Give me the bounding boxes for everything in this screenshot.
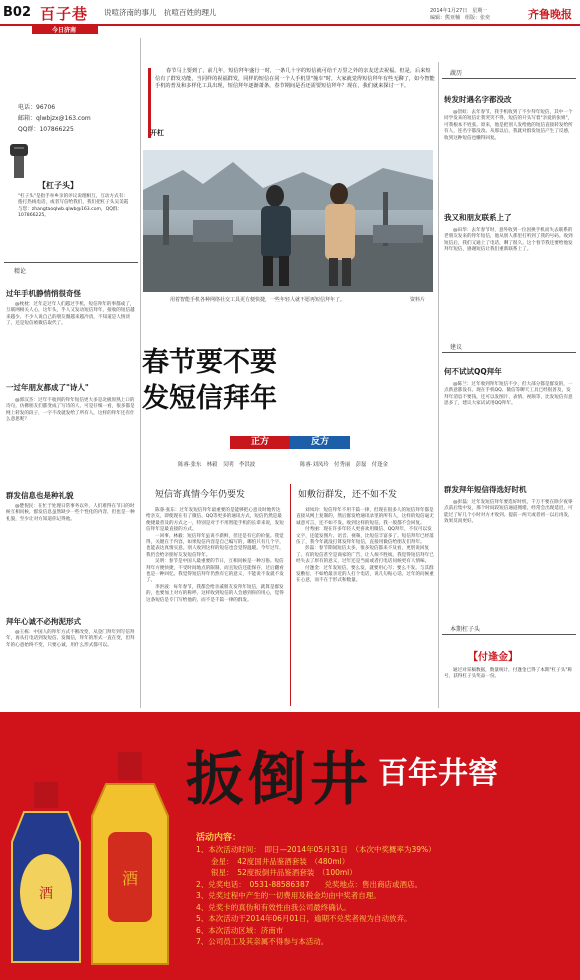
jingxuan-body-4: @王栋：中国人的拜年方式不断改变，从登门拜年到写信拜年，再从打电话到发短信、发微信，拜年的形式一直在变，但拜年的心意始终不变，只要心诚，用什么形式都可以。 — [6, 630, 135, 648]
gangtou-body: "杠子头"是指手举乡亲的评议说理相互，互动方式有：拨打热线电话，或者写信给我们，我们把杠子头吴美霞与您：zhangtaoqlwb.qlwb@163.com，QQ群：107866225。 — [18, 194, 129, 219]
pro-title: 短信寄真情今年仍要发 — [155, 490, 246, 500]
divider — [4, 262, 138, 263]
section4-body: @彭磊：过年发短信拜年要选好时机，千万不要在除夕夜零点前后集中发，那个时间段短信通道拥堵，经常会出现延迟，可能过了好几个小时对方才收到。提前一两天或者初一以后再发，效果反而更好。 — [444, 500, 573, 525]
section5-body: 通过对采稿数据，数量统计，付逢金已得了本期"杠子头"称号，获得杠子头奖品一份。 — [444, 668, 573, 680]
gangtou-title: 【杠子头】 — [38, 181, 78, 190]
contact-qq: QQ群：107866225 — [18, 126, 74, 133]
con-column — [296, 508, 434, 585]
pro-para-3: 吴明：春节是中国人最重要的节日，互相问候是一种习俗。短信拜年方便快捷，不受时间地点的限制，而且短信还能保存，过后翻看也是一种回忆。我觉得短信拜年仍然有它的意义，不能说不发就不发了。 — [146, 559, 284, 584]
section5-name: 【付逢金】 — [468, 652, 518, 663]
jingxuan-title-2: 一过年朋友都成了"诗人" — [6, 383, 89, 392]
section2-body: @田华：去年春节时，意外收到一位因换手机而失去联系的老朋友发来的拜年短信，他从别人那里打听到了我的号码。收到短信后，我们又通上了电话，聊了很久。这个春节我还要给他发拜年短信，感谢短信让我们重新联系上了。 — [444, 228, 573, 253]
con-para-1: 刘凤玲：短信拜年不用千篇一律，但现在很多人的短信拜年都是直接从网上复制的，然后群发给通讯录里的所有人，这样的短信毫无诚意可言，还不如不发。收到这样的短信，我一般都不会回复。 — [296, 508, 434, 526]
pro-para-2: 一回事。林毅：短信拜年虽说不新鲜，但还是有它的价值。我觉得，关键在于内容，如果短信内容是自己编写的，哪怕只有几个字，也能表达真情实意。别人收到这样的短信也会觉得温暖。今年过年，我仍会给亲朋好友发短信拜年。 — [146, 533, 284, 558]
ad-item-5: 3、兑奖过程中产生的一切费用及税金均由中奖者自理。 — [196, 891, 381, 900]
section1-title: 转发时遇名字都没改 — [444, 95, 512, 104]
section5-rule — [442, 634, 576, 635]
section4-title: 群发拜年短信得选好时机 — [444, 485, 527, 494]
ad-item-7: 5、本次活动于2014年06月01日，逾期不兑奖者视为自动放弃。 — [196, 914, 412, 923]
editor-line: 编辑：熊亚楠 组版：张奕 — [430, 15, 491, 21]
ad-item-6: 4、兑奖卡的真伪和有效性由我公司最终确认。 — [196, 902, 351, 912]
jingxuan-label: 精论 — [14, 268, 27, 275]
debate-divider — [290, 484, 291, 706]
left-column — [4, 38, 138, 708]
con-para-4: 付逢金：过年发短信，要么发，就要用心写；要么不发。与其群发敷衍，不如给最亲近的人打个电话，说几句贴心话。过年的问候重在心意，而不在于形式和数量。 — [296, 565, 434, 584]
photo-caption: 用着智能手机各种网络社交工具更方便快捷，一些年轻人就不愿再短信拜年了。 — [170, 297, 346, 303]
ad-bottle-right — [90, 752, 170, 972]
ad-item-2: 金星： 42度国井品鉴酒套装 （480ml） — [196, 856, 350, 866]
pro-para-1: 陈睿·张东：过年发短信拜年最重要的是能够把心意及时地传达给亲友，即使现在有了微信、QQ等更多的通讯方式，短信仍然是最便捷最普及的方式之一，特别是对于不用智能手机的长辈来说，发短信拜年是最直接的方式。 — [146, 508, 284, 533]
svg-text:酒: 酒 — [121, 869, 139, 888]
photo-credit: 资料片 — [410, 297, 426, 303]
fist-illustration — [6, 142, 32, 178]
jingxuan-body-2: @郭汉杰：过年不收到的拜年短信更大多是北极原熟上口的诗句，仿佛朋友们都变成了写诗的人，可是仔细一看，很多都是网上转发的段子，一字不改就发给了所有人，这样的拜年还有什么意思呢？ — [6, 398, 135, 423]
ad-items — [196, 844, 576, 948]
ad-item-9: 7、公司员工及其亲属不得参与本活动。 — [196, 937, 329, 946]
svg-text:酒: 酒 — [39, 886, 53, 902]
ad-item-1: 1、本次活动时间： 即日—2014年05月31日 （本次中奖概率为39%） — [196, 845, 436, 854]
date-line: 2014年1月27日 星期一 — [430, 8, 488, 14]
lead-byline: 开杠 — [150, 129, 164, 137]
section3-rule — [442, 352, 576, 353]
paper-name: 齐鲁晚报 — [528, 8, 572, 21]
section5-label: 本期杠子头 — [450, 626, 481, 633]
ad-item-8: 6、本次活动区域：济南市 — [196, 925, 284, 935]
pro-tag: 正方 — [230, 436, 290, 449]
right-column — [442, 62, 576, 708]
ad-activity-title: 活动内容： — [196, 833, 242, 843]
lead-text: 春节马上要到了，前几年，短信拜年盛行一时，一条几十字的短信就可给千万里之外的亲友送去祝福。但是，后来短信有了群发功能，当同样的祝福群发，同样的短信在同一个人手机里"撞车"时，大家就觉得短信拜年有些无聊了，如今智能手机的普及和多样化工具出现，短信拜年逐渐萧条，春节期间是否还需要短信拜年？现在，我们就来探讨一下。 — [155, 68, 435, 90]
section2-title: 我又和朋友联系上了 — [444, 213, 512, 222]
ad-bottle-left — [10, 782, 82, 972]
jingxuan-body-3: @楚倪民：在忙于处理日常事务以外，人们难得在节日的时候互相问候，群发信息虽然缺少一些个性化的内容，但也是一种礼貌，至少让对方知道你记得他。 — [6, 504, 135, 522]
section3-label: 建议 — [450, 344, 463, 351]
page-header — [0, 0, 580, 34]
jingxuan-title-1: 过年手机静悄悄很奇怪 — [6, 289, 81, 298]
section-sub: 今日济南 — [52, 27, 77, 34]
main-headline-line1: 春节要不要 — [142, 347, 277, 378]
ad-slogan: 百年井窖 — [378, 756, 498, 791]
con-para-2: 付秀丽：现在许多年轻人更喜欢用微信、QQ拜年，不仅可以发文字，还能发图片、语音、视频，比短信丰富多了。短信拜年已经落伍了，我今年就没打算发拜年短信，直接用微信给朋友们拜年。 — [296, 527, 434, 546]
column-rule-left — [140, 38, 141, 708]
con-tag: 反方 — [290, 436, 350, 449]
ad-item-4: 2、兑奖电话： 0531-88586387 兑奖地点：售出商店或酒店。 — [196, 879, 422, 889]
section1-body: @贺虹：去年春节，我手机收到了不少拜年短信，其中一个同学发来的短信让我哭笑不得，短信的开头写着"亲爱的张姐"，可我根本不姓张。原来，他是把别人发给他的短信直接转发给所有人，连名字都没改。从那以后，我就对群发短信产生了反感，收到这种短信也懒得回复。 — [444, 110, 573, 141]
section3-body: @陈兰：过年收到拜年短信不少，但大部分都是群发的，一点新意都没有。现在手机QQ、微信等聊天工具已经很普及，发拜年消息不要钱，还可以发图片、表情、视频等，比发短信有意思多了，建议大家试试用QQ拜年。 — [444, 382, 573, 407]
pro-column — [146, 508, 284, 604]
jingxuan-body-1: @枕枕：过年走过年人们越过手机，短信拜年的事都成了，互联网相关人心，这年头，乎人又发动短信拜年，接收的短信越来越少，不少人说自己的朋友圈越来越冷清，不知道是人情淡了，还是短信被微信取代了。 — [6, 302, 135, 327]
page-code: B02 — [3, 5, 31, 20]
section3-title: 何不试试QQ拜年 — [444, 367, 502, 376]
news-photo — [143, 150, 433, 292]
column-rule-right — [438, 62, 439, 708]
section1-rule — [442, 78, 576, 79]
header-slogan: 说喧济南的事儿 抗喧百姓的理儿 — [104, 8, 217, 17]
con-para-3: 彭磊：春节期间短信太多，很多短信都来不及看，更别说回复了。有的短信甚至是商家的广告，让人烦不胜烦。我觉得短信拜年已经失去了原有的意义，过年还是当面或者打电话问候更有人情味。 — [296, 546, 434, 565]
jingxuan-title-3: 群发信息也是种礼貌 — [6, 491, 74, 500]
contact-email: 邮箱：qlwbjzx@163.com — [18, 115, 91, 122]
con-panel: 陈睿·刘凤玲 付秀丽 彭磊 付逢金 — [300, 462, 388, 468]
con-title: 如敷衍群发，还不如不发 — [298, 490, 398, 500]
contact-phone: 电话：96706 — [18, 104, 56, 111]
section1-label: 蔬历 — [450, 70, 463, 77]
main-headline-line2: 发短信拜年 — [142, 383, 277, 414]
pro-para-4: 李洪波：每年春节，我都会给亲戚朋友发拜年短信，就算是群发的，也要加上对方的称呼，这样收到短信的人会感到你的用心，觉得这条短信是专门写给他的，而不是千篇一律的群发。 — [146, 584, 284, 603]
ad-item-3: 银星： 52度扳倒井品鉴酒套装 （100ml） — [196, 868, 357, 877]
advertisement — [0, 712, 580, 980]
lead-box — [148, 68, 435, 138]
section-brand: 百子巷 — [40, 5, 89, 23]
jingxuan-title-4: 拜年心诚不必拘泥形式 — [6, 617, 81, 626]
pro-panel: 陈睿·张东 林毅 吴明 李洪波 — [178, 462, 256, 468]
ad-brand: 扳倒井 — [186, 745, 373, 813]
